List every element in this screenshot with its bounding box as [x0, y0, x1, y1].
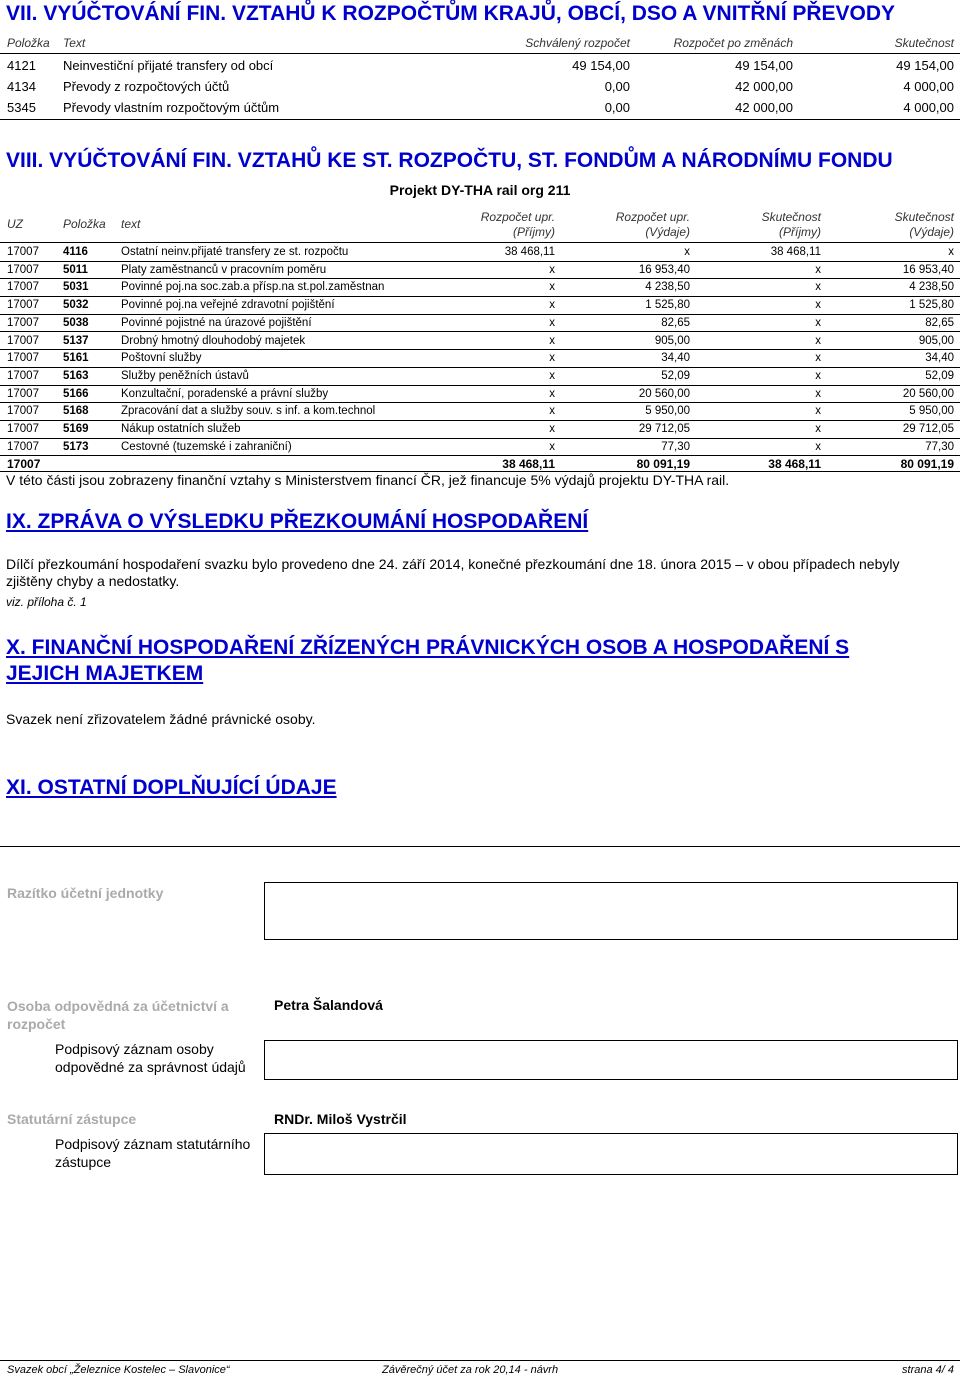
cell-text: Povinné poj.na veřejné zdravotní pojištění [121, 299, 335, 312]
deputy-label: Statutární zástupce [7, 1111, 137, 1127]
cell-polozka: 4116 [63, 246, 88, 258]
cell-sv: x [948, 246, 954, 258]
cell-sv: 82,65 [925, 316, 954, 329]
total-rp: 38 468,11 [502, 457, 555, 471]
cell-rp: x [549, 405, 555, 418]
accountant-name: Petra Šalandová [274, 997, 383, 1013]
cell-uz: 17007 [7, 387, 39, 400]
cell-sp: x [815, 369, 821, 382]
section8-table-row [0, 244, 960, 262]
cell-text: Neinvestiční přijaté transfery od obcí [63, 58, 274, 73]
cell-rp: x [549, 387, 555, 400]
cell-polozka: 4121 [7, 58, 36, 73]
cell-rv: 4 238,50 [645, 281, 690, 294]
col-sp-2: (Příjmy) [779, 225, 821, 239]
cell-rv: 16 953,40 [638, 263, 690, 276]
col-text: Text [63, 36, 86, 50]
cell-uz: 17007 [7, 316, 39, 329]
footer-center: Závěrečný účet za rok 20,14 - návrh [382, 1364, 559, 1376]
cell-text: Převody vlastním rozpočtovým účtům [63, 100, 280, 115]
cell-skutecnost: 4 000,00 [903, 100, 954, 115]
section10-title-line1: X. FINANČNÍ HOSPODAŘENÍ ZŘÍZENÝCH PRÁVNICKÝCH OSOB A HOSPODAŘENÍ S [6, 636, 850, 659]
section8-note: V této části jsou zobrazeny finanční vztahy s Ministerstvem financí ČR, jež financuje 5% výdajů projektu DY-THA rail. [6, 472, 730, 488]
cell-rv: 905,00 [654, 334, 690, 347]
cell-polozka: 5163 [63, 369, 89, 382]
cell-sp: 38 468,11 [770, 246, 821, 258]
stamp-box [264, 882, 958, 940]
cell-text: Drobný hmotný dlouhodobý majetek [121, 334, 306, 347]
section8-table-header [0, 207, 960, 243]
cell-text: Cestovné (tuzemské i zahraniční) [121, 440, 292, 453]
cell-uz: 17007 [7, 263, 39, 276]
section8-table-row [0, 350, 960, 368]
cell-rp: x [549, 334, 555, 347]
cell-uz: 17007 [7, 440, 39, 453]
cell-schvaleny: 0,00 [604, 100, 630, 115]
cell-text: Převody z rozpočtových účtů [63, 79, 230, 94]
col-sv-1: Skutečnost [894, 210, 954, 224]
cell-uz: 17007 [7, 334, 39, 347]
cell-sp: x [815, 440, 821, 453]
section8-table-row [0, 386, 960, 404]
section7-table-row [0, 98, 960, 118]
section8-table-row [0, 279, 960, 297]
cell-rp: x [549, 299, 555, 312]
cell-polozka: 5169 [63, 423, 89, 435]
cell-sv: 16 953,40 [902, 263, 954, 276]
cell-sp: x [815, 387, 821, 400]
cell-sv: 905,00 [918, 334, 954, 347]
cell-rv: 20 560,00 [638, 387, 690, 400]
cell-text: Služby peněžních ústavů [121, 369, 249, 382]
cell-po-zmenach: 42 000,00 [735, 100, 793, 115]
cell-sv: 77,30 [925, 440, 954, 453]
section8-table-row [0, 439, 960, 457]
cell-rp: 38 468,11 [504, 246, 555, 258]
cell-polozka: 5173 [63, 440, 89, 453]
cell-rp: x [549, 423, 555, 435]
cell-rv: 29 712,05 [638, 423, 690, 435]
cell-uz: 17007 [7, 299, 39, 312]
section8-table-row [0, 315, 960, 333]
cell-polozka: 5031 [63, 281, 89, 294]
section7-title: VII. VYÚČTOVÁNÍ FIN. VZTAHŮ K ROZPOČTŮM KRAJŮ, OBCÍ, DSO A VNITŘNÍ PŘEVODY [6, 2, 896, 25]
section8-title: VIII. VYÚČTOVÁNÍ FIN. VZTAHŮ KE ST. ROZPOČTU, ST. FONDŮM A NÁRODNÍMU FONDU [6, 149, 893, 172]
cell-polozka: 5166 [63, 387, 89, 400]
col-rv-1: Rozpočet upr. [615, 210, 690, 224]
cell-sp: x [815, 263, 821, 276]
cell-polozka: 5011 [63, 263, 88, 276]
cell-polozka: 5032 [63, 299, 89, 312]
cell-rv: 1 525,80 [645, 299, 690, 312]
cell-skutecnost: 49 154,00 [896, 58, 954, 73]
cell-text: Povinné poj.na soc.zab.a přísp.na st.pol.zaměstnan [121, 281, 385, 294]
section7-table-row [0, 56, 960, 76]
deputy-name: RNDr. Miloš Vystrčil [274, 1111, 407, 1127]
cell-rv: 34,40 [661, 352, 690, 365]
cell-sp: x [815, 334, 821, 347]
project-title: Projekt DY-THA rail org 211 [389, 182, 571, 198]
cell-po-zmenach: 49 154,00 [735, 58, 793, 73]
cell-uz: 17007 [7, 423, 39, 435]
cell-sp: x [815, 299, 821, 312]
col-po-zmenach: Rozpočet po změnách [673, 36, 793, 50]
cell-schvaleny: 49 154,00 [572, 58, 630, 73]
section8-table-row [0, 297, 960, 315]
section9-title: IX. ZPRÁVA O VÝSLEDKU PŘEZKOUMÁNÍ HOSPODAŘENÍ [6, 510, 589, 533]
cell-text: Poštovní služby [121, 352, 202, 365]
cell-rp: x [549, 316, 555, 329]
cell-rp: x [549, 281, 555, 294]
section8-table-row [0, 421, 960, 439]
footer-left: Svazek obcí „Železnice Kostelec – Slavonice“ [7, 1364, 230, 1376]
footer-right: strana 4/ 4 [902, 1364, 954, 1376]
section8-table-row [0, 333, 960, 351]
section9-text: Dílčí přezkoumání hospodaření svazku bylo provedeno dne 24. září 2014, konečné přezkoumání dne 18. února 2015 – v obou případech nebyly zjištěny chyby a nedostatky. [6, 556, 900, 589]
section7-table-header [0, 36, 960, 54]
total-uz: 17007 [7, 457, 41, 471]
section11-title: XI. OSTATNÍ DOPLŇUJÍCÍ ÚDAJE [6, 776, 337, 799]
cell-sv: 4 238,50 [909, 281, 954, 294]
cell-sv: 34,40 [925, 352, 954, 365]
cell-sp: x [815, 316, 821, 329]
cell-rv: 82,65 [661, 316, 690, 329]
cell-uz: 17007 [7, 246, 39, 258]
total-sv: 80 091,19 [900, 457, 954, 471]
col-sv-2: (Výdaje) [909, 225, 954, 239]
section8-table-row [0, 368, 960, 386]
cell-text: Nákup ostatních služeb [121, 423, 241, 435]
cell-rp: x [549, 352, 555, 365]
cell-sv: 20 560,00 [902, 387, 954, 400]
cell-sv: 52,09 [925, 369, 954, 382]
cell-rv: x [684, 246, 690, 258]
cell-rp: x [549, 263, 555, 276]
cell-text: Platy zaměstnanců v pracovním poměru [121, 263, 327, 276]
cell-rv: 77,30 [661, 440, 690, 453]
cell-schvaleny: 0,00 [604, 79, 630, 94]
deputy-sig-box [264, 1133, 958, 1175]
cell-text: Povinné pojistné na úrazové pojištění [121, 316, 312, 329]
cell-sp: x [815, 352, 821, 365]
col-polozka: Položka [7, 36, 50, 50]
cell-rv: 52,09 [661, 369, 690, 382]
cell-uz: 17007 [7, 281, 39, 294]
cell-rp: x [549, 369, 555, 382]
col-uz: UZ [7, 217, 23, 231]
col-rp-1: Rozpočet upr. [480, 210, 555, 224]
section7-table-row [0, 77, 960, 97]
cell-polozka: 5161 [63, 352, 89, 365]
section10-text: Svazek není zřizovatelem žádné právnické osoby. [6, 711, 316, 727]
accountant-sig-label: Podpisový záznam osoby odpovědné za správnost údajů [55, 1041, 246, 1075]
total-sp: 38 468,11 [768, 457, 821, 471]
cell-polozka: 5137 [63, 334, 89, 347]
cell-text: Ostatní neinv.přijaté transfery ze st. rozpočtu [121, 246, 349, 258]
cell-polozka: 5038 [63, 316, 89, 329]
cell-polozka: 5168 [63, 405, 89, 418]
cell-sp: x [815, 281, 821, 294]
col-schvaleny: Schválený rozpočet [525, 36, 630, 50]
cell-sp: x [815, 423, 821, 435]
cell-sv: 5 950,00 [909, 405, 954, 418]
col-text: text [121, 217, 141, 231]
col-sp-1: Skutečnost [761, 210, 821, 224]
cell-polozka: 5345 [7, 100, 36, 115]
total-rv: 80 091,19 [636, 457, 690, 471]
cell-uz: 17007 [7, 352, 39, 365]
cell-po-zmenach: 42 000,00 [735, 79, 793, 94]
cell-text: Konzultační, poradenské a právní služby [121, 387, 329, 400]
cell-skutecnost: 4 000,00 [903, 79, 954, 94]
cell-sv: 1 525,80 [909, 299, 954, 312]
deputy-sig-label: Podpisový záznam statutárního zástupce [55, 1136, 251, 1170]
accountant-sig-box [264, 1040, 958, 1080]
cell-uz: 17007 [7, 405, 39, 418]
col-skutecnost: Skutečnost [894, 36, 954, 50]
cell-sv: 29 712,05 [902, 423, 954, 435]
cell-rp: x [549, 440, 555, 453]
stamp-label: Razítko účetní jednotky [7, 885, 164, 901]
cell-rv: 5 950,00 [645, 405, 690, 418]
cell-sp: x [815, 405, 821, 418]
col-polozka: Položka [63, 217, 106, 231]
col-rv-2: (Výdaje) [645, 225, 690, 239]
accountant-label: Osoba odpovědná za účetnictví a rozpočet [7, 998, 229, 1032]
cell-polozka: 4134 [7, 79, 36, 94]
cell-text: Zpracování dat a služby souv. s inf. a kom.technol [121, 405, 376, 418]
section8-total-row [0, 456, 960, 472]
col-rp-2: (Příjmy) [513, 225, 555, 239]
section10-title-line2: JEJICH MAJETKEM [6, 662, 204, 685]
cell-uz: 17007 [7, 369, 39, 382]
section8-table-row [0, 262, 960, 280]
section9-ref: viz. příloha č. 1 [6, 595, 87, 609]
section8-table-row [0, 403, 960, 421]
